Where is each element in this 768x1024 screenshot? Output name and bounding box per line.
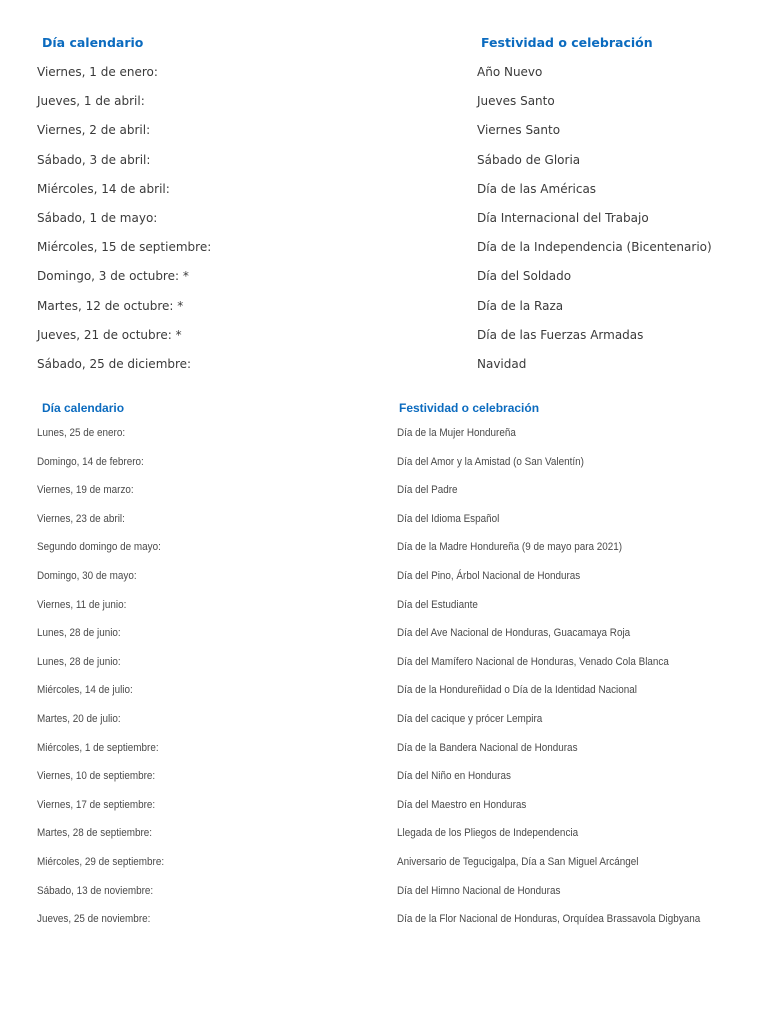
table-row	[0, 741, 768, 770]
table-row	[0, 298, 768, 327]
date-cell: Sábado, 1 de mayo:	[37, 210, 158, 225]
date-cell: Viernes, 10 de septiembre:	[37, 770, 156, 783]
event-cell: Día de la Flor Nacional de Honduras, Orquídea Brassavola Digbyana	[397, 913, 701, 926]
date-cell: Viernes, 1 de enero:	[37, 65, 158, 79]
date-cell: Domingo, 14 de febrero:	[37, 455, 144, 468]
table-body	[0, 64, 768, 385]
column-header-date: Día calendario	[42, 35, 144, 50]
table-header	[0, 0, 768, 50]
table-row	[0, 884, 768, 913]
event-cell: Día de la Raza	[477, 298, 564, 313]
table-row	[0, 239, 768, 268]
date-cell: Miércoles, 14 de abril:	[37, 181, 170, 196]
event-cell: Día de la Hondureñidad o Día de la Identidad Nacional	[397, 684, 637, 697]
date-cell: Viernes, 11 de junio:	[37, 598, 127, 611]
date-cell: Miércoles, 29 de septiembre:	[37, 855, 165, 868]
table-row	[0, 93, 768, 122]
table-row	[0, 769, 768, 798]
date-cell: Jueves, 25 de noviembre:	[37, 913, 151, 926]
table-row	[0, 268, 768, 297]
event-cell: Navidad	[477, 356, 527, 371]
table-body	[0, 426, 768, 941]
celebrations-table	[0, 398, 768, 926]
table-row	[0, 210, 768, 239]
table-row	[0, 540, 768, 569]
table-row	[0, 912, 768, 941]
event-cell: Día del Amor y la Amistad (o San Valentín)	[397, 455, 584, 468]
event-cell: Viernes Santo	[477, 123, 561, 138]
table-row	[0, 426, 768, 455]
event-cell: Día de las Américas	[477, 181, 597, 196]
event-cell: Día del Pino, Árbol Nacional de Honduras	[397, 569, 581, 582]
event-cell: Día de las Fuerzas Armadas	[477, 327, 644, 342]
column-header-event: Festividad o celebración	[399, 401, 540, 415]
date-cell: Segundo domingo de mayo:	[37, 541, 161, 554]
event-cell: Día Internacional del Trabajo	[477, 210, 649, 225]
event-cell: Día del Estudiante	[397, 598, 478, 611]
date-cell: Viernes, 17 de septiembre:	[37, 798, 156, 811]
table-header	[0, 398, 768, 420]
date-cell: Jueves, 1 de abril:	[37, 94, 145, 109]
event-cell: Día de la Mujer Hondureña	[397, 427, 516, 439]
table-row	[0, 152, 768, 181]
table-row	[0, 122, 768, 151]
event-cell: Día de la Madre Hondureña (9 de mayo para 2021)	[397, 541, 623, 554]
event-cell: Día de la Independencia (Bicentenario)	[477, 240, 712, 255]
date-cell: Martes, 20 de julio:	[37, 712, 121, 725]
table-row	[0, 512, 768, 541]
table-row	[0, 455, 768, 484]
date-cell: Lunes, 28 de junio:	[37, 627, 121, 640]
table-row	[0, 356, 768, 385]
date-cell: Lunes, 25 de enero:	[37, 427, 126, 439]
table-row	[0, 683, 768, 712]
event-cell: Día del cacique y prócer Lempira	[397, 712, 543, 725]
date-cell: Sábado, 25 de diciembre:	[37, 356, 192, 371]
table-row	[0, 64, 768, 93]
event-cell: Sábado de Gloria	[477, 152, 581, 167]
date-cell: Martes, 12 de octubre: *	[37, 298, 184, 313]
date-cell: Viernes, 2 de abril:	[37, 123, 151, 138]
date-cell: Miércoles, 1 de septiembre:	[37, 741, 159, 754]
date-cell: Martes, 28 de septiembre:	[37, 827, 153, 840]
date-cell: Lunes, 28 de junio:	[37, 655, 121, 668]
table-row	[0, 626, 768, 655]
event-cell: Llegada de los Pliegos de Independencia	[397, 827, 579, 840]
column-header-date: Día calendario	[42, 401, 125, 415]
table-row	[0, 483, 768, 512]
date-cell: Miércoles, 14 de julio:	[37, 684, 133, 697]
holidays-table	[0, 0, 768, 371]
event-cell: Día del Soldado	[477, 269, 572, 284]
date-cell: Viernes, 19 de marzo:	[37, 484, 134, 497]
event-cell: Día del Padre	[397, 484, 458, 497]
date-cell: Jueves, 21 de octubre: *	[37, 327, 182, 342]
table-row	[0, 855, 768, 884]
event-cell: Día de la Bandera Nacional de Honduras	[397, 741, 578, 754]
table-row	[0, 569, 768, 598]
table-row	[0, 826, 768, 855]
event-cell: Día del Mamífero Nacional de Honduras, Venado Cola Blanca	[397, 655, 669, 668]
event-cell: Día del Himno Nacional de Honduras	[397, 884, 561, 897]
table-row	[0, 598, 768, 627]
table-row	[0, 712, 768, 741]
date-cell: Sábado, 13 de noviembre:	[37, 884, 154, 897]
event-cell: Aniversario de Tegucigalpa, Día a San Miguel Arcángel	[397, 855, 639, 868]
event-cell: Jueves Santo	[477, 94, 555, 109]
table-row	[0, 798, 768, 827]
table-row	[0, 327, 768, 356]
date-cell: Domingo, 30 de mayo:	[37, 569, 137, 582]
event-cell: Año Nuevo	[477, 65, 543, 79]
event-cell: Día del Idioma Español	[397, 512, 500, 525]
date-cell: Miércoles, 15 de septiembre:	[37, 240, 212, 255]
event-cell: Día del Maestro en Honduras	[397, 798, 527, 811]
table-row	[0, 181, 768, 210]
column-header-event: Festividad o celebración	[481, 35, 653, 50]
event-cell: Día del Ave Nacional de Honduras, Guacamaya Roja	[397, 627, 631, 640]
event-cell: Día del Niño en Honduras	[397, 770, 511, 783]
date-cell: Viernes, 23 de abril:	[37, 512, 125, 525]
date-cell: Sábado, 3 de abril:	[37, 152, 151, 167]
date-cell: Domingo, 3 de octubre: *	[37, 269, 189, 284]
table-row	[0, 655, 768, 684]
